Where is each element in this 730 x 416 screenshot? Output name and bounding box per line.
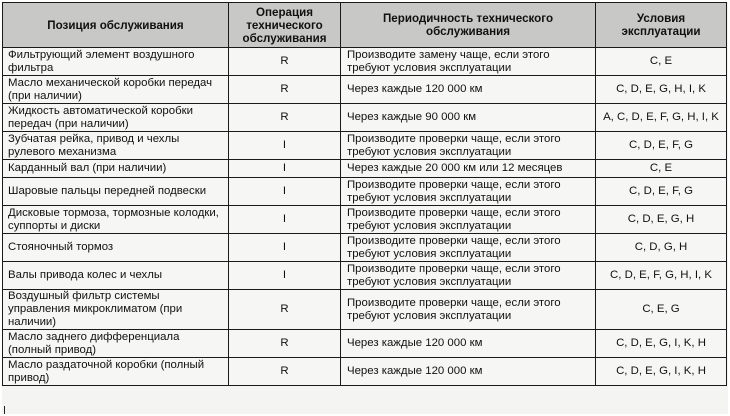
- cell-operation: R: [229, 358, 341, 386]
- cell-frequency: Производите проверки чаще, если этого требуют условия эксплуатации: [341, 234, 596, 262]
- cell-operation: I: [229, 206, 341, 234]
- cell-conditions: C, D, E, F, G: [596, 178, 727, 206]
- table-row: [3, 206, 727, 234]
- cell-frequency: Через каждые 20 000 км или 12 месяцев: [341, 160, 596, 178]
- cell-frequency: Производите проверки чаще, если этого требуют условия эксплуатации: [341, 132, 596, 160]
- table-row: [3, 178, 727, 206]
- cell-position: Шаровые пальцы передней подвески: [3, 178, 229, 206]
- cell-frequency: Через каждые 120 000 км: [341, 358, 596, 386]
- table-row: [3, 330, 727, 358]
- table-row: [3, 262, 727, 290]
- cell-position: Масло раздаточной коробки (полный привод): [3, 358, 229, 386]
- cell-position: Валы привода колес и чехлы: [3, 262, 229, 290]
- cell-frequency: Производите проверки чаще, если этого требуют условия эксплуатации: [341, 262, 596, 290]
- cell-conditions: C, D, E, G, I, K, H: [596, 358, 727, 386]
- maintenance-table-page: [2, 2, 728, 414]
- cell-position: Масло механической коробки передач (при наличии): [3, 76, 229, 104]
- table-row: [3, 290, 727, 330]
- cell-frequency: Производите проверки чаще, если этого требуют условия эксплуатации: [341, 290, 596, 330]
- cell-conditions: C, D, E, G, H: [596, 206, 727, 234]
- cell-operation: R: [229, 290, 341, 330]
- table-header-row: [3, 3, 727, 48]
- cell-position: Жидкость автоматической коробки передач (при наличии): [3, 104, 229, 132]
- cell-operation: I: [229, 178, 341, 206]
- cell-conditions: C, E: [596, 160, 727, 178]
- cell-frequency: Через каждые 90 000 км: [341, 104, 596, 132]
- cell-conditions: C, E: [596, 48, 727, 76]
- table-row: [3, 234, 727, 262]
- cell-operation: R: [229, 330, 341, 358]
- cell-position: Фильтрующий элемент воздушного фильтра: [3, 48, 229, 76]
- cell-frequency: Производите замену чаще, если этого требуют условия эксплуатации: [341, 48, 596, 76]
- cell-conditions: C, E, G: [596, 290, 727, 330]
- cell-operation: R: [229, 104, 341, 132]
- header-operation: Операция технического обслуживания: [229, 3, 341, 48]
- cell-position: Стояночный тормоз: [3, 234, 229, 262]
- table-row: [3, 76, 727, 104]
- table-row: [3, 358, 727, 386]
- table-row: [3, 132, 727, 160]
- cell-position: Дисковые тормоза, тормозные колодки, суппорты и диски: [3, 206, 229, 234]
- header-frequency: Периодичность технического обслуживания: [341, 3, 596, 48]
- cell-conditions: C, D, E, G, I, K, H: [596, 330, 727, 358]
- cell-frequency: Через каждые 120 000 км: [341, 76, 596, 104]
- cell-operation: I: [229, 234, 341, 262]
- cell-operation: R: [229, 76, 341, 104]
- cell-conditions: C, D, G, H: [596, 234, 727, 262]
- cell-conditions: C, D, E, G, H, I, K: [596, 76, 727, 104]
- cell-position: Воздушный фильтр системы управления микроклиматом (при наличии): [3, 290, 229, 330]
- header-position: Позиция обслуживания: [3, 3, 229, 48]
- table-row: [3, 48, 727, 76]
- cell-conditions: A, C, D, E, F, G, H, I, K: [596, 104, 727, 132]
- cell-operation: R: [229, 48, 341, 76]
- cell-conditions: C, D, E, F, G, H, I, K: [596, 262, 727, 290]
- cell-position: Карданный вал (при наличии): [3, 160, 229, 178]
- table-row: [3, 104, 727, 132]
- page-edge-mark: [4, 406, 11, 414]
- cell-operation: I: [229, 132, 341, 160]
- cell-operation: I: [229, 262, 341, 290]
- header-conditions: Условия эксплуатации: [596, 3, 727, 48]
- maintenance-table: [2, 2, 727, 386]
- cell-frequency: Через каждые 120 000 км: [341, 330, 596, 358]
- cell-frequency: Производите проверки чаще, если этого требуют условия эксплуатации: [341, 178, 596, 206]
- cell-operation: I: [229, 160, 341, 178]
- table-row: [3, 160, 727, 178]
- cell-frequency: Производите проверки чаще, если этого требуют условия эксплуатации: [341, 206, 596, 234]
- cell-conditions: C, D, E, F, G: [596, 132, 727, 160]
- cell-position: Масло заднего дифференциала (полный привод): [3, 330, 229, 358]
- cell-position: Зубчатая рейка, привод и чехлы рулевого механизма: [3, 132, 229, 160]
